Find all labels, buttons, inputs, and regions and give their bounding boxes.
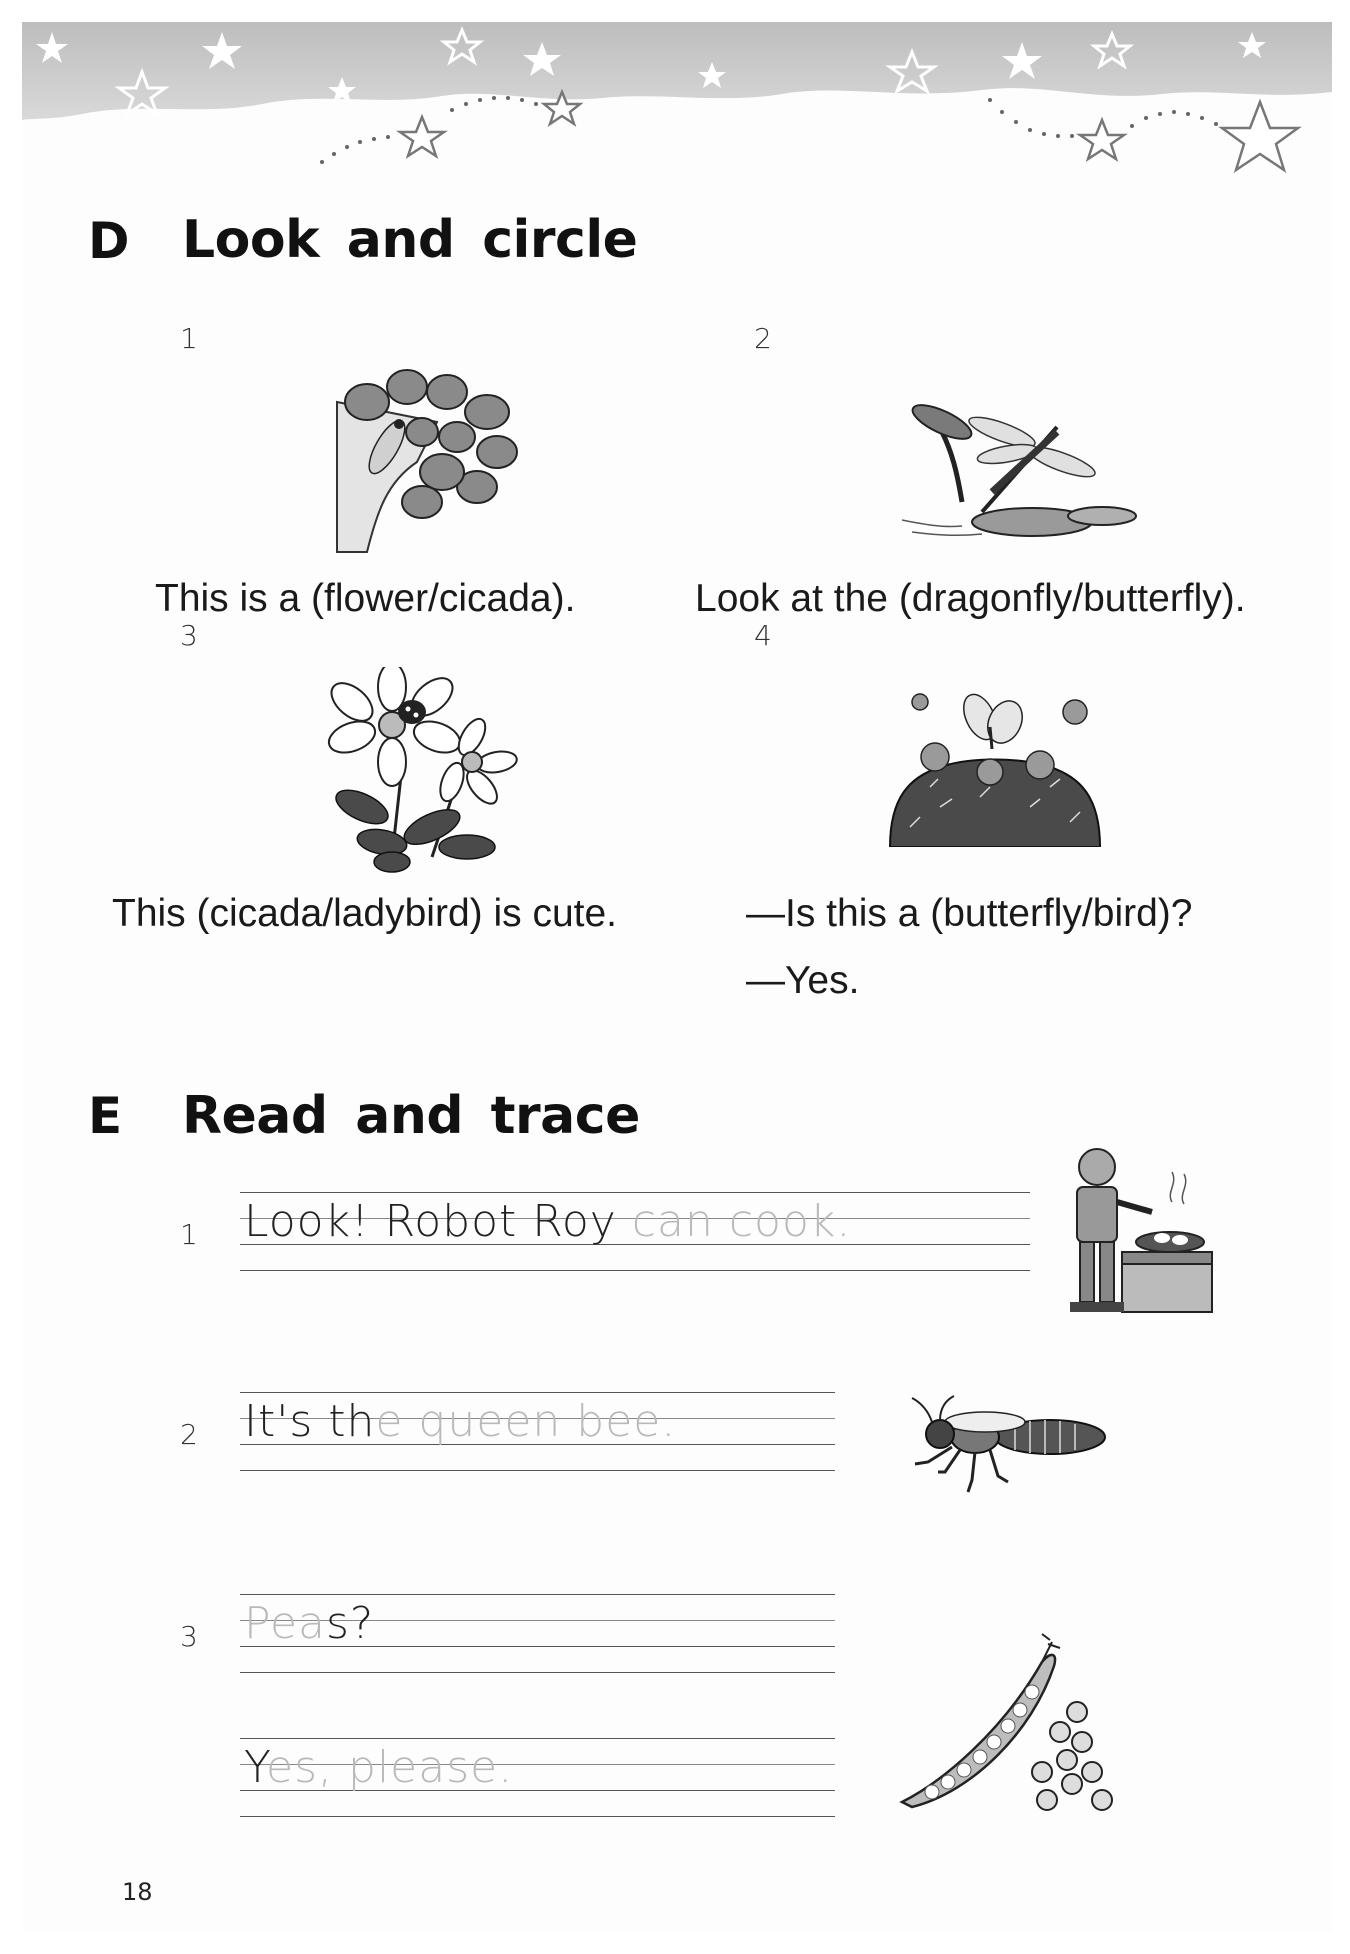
item-number: 2 <box>754 322 772 355</box>
trace-text: s? <box>326 1598 375 1649</box>
trace-guide: es, please. <box>266 1742 514 1793</box>
worksheet-page <box>22 22 1332 1932</box>
trace-guide: can cook. <box>616 1196 852 1247</box>
item-number: 2 <box>180 1418 198 1451</box>
trace-text: Y <box>244 1742 267 1793</box>
trace-guide: e queen bee. <box>375 1396 677 1447</box>
trace-sentence-1 <box>244 1196 851 1247</box>
item-number: 3 <box>180 1620 198 1653</box>
sentence-1: This is a (flower/cicada). <box>155 577 576 620</box>
cicada-picture <box>327 362 527 562</box>
trace-sentence-2 <box>244 1396 676 1447</box>
item-number: 1 <box>180 322 198 355</box>
sentence-4: —Is this a (butterfly/bird)? <box>746 892 1193 935</box>
section-e-letter: E <box>88 1087 123 1145</box>
peas-picture <box>882 1622 1122 1822</box>
trace-guide: Pea <box>244 1598 326 1649</box>
section-d-title: Look and circle <box>182 210 638 270</box>
robot-cooking-picture <box>1062 1142 1222 1332</box>
dragonfly-picture <box>902 392 1142 552</box>
item-number: 4 <box>754 619 772 652</box>
bee-picture <box>890 1392 1110 1502</box>
trace-text: Look! Robot Roy <box>244 1196 617 1247</box>
trace-text: It's th <box>244 1396 376 1447</box>
butterfly-picture <box>880 687 1110 847</box>
page-number: 18 <box>122 1878 153 1906</box>
section-e-title: Read and trace <box>182 1086 640 1146</box>
ladybird-picture <box>322 667 522 877</box>
trace-sentence-3b <box>244 1742 513 1793</box>
item-number: 3 <box>180 619 198 652</box>
item-number: 1 <box>180 1218 198 1251</box>
star-banner <box>22 22 1332 222</box>
section-d-letter: D <box>88 212 130 270</box>
sentence-3: This (cicada/ladybird) is cute. <box>112 892 618 935</box>
answer-4: —Yes. <box>746 959 860 1002</box>
sentence-2: Look at the (dragonfly/butterfly). <box>695 577 1246 620</box>
trace-sentence-3a <box>244 1598 374 1649</box>
